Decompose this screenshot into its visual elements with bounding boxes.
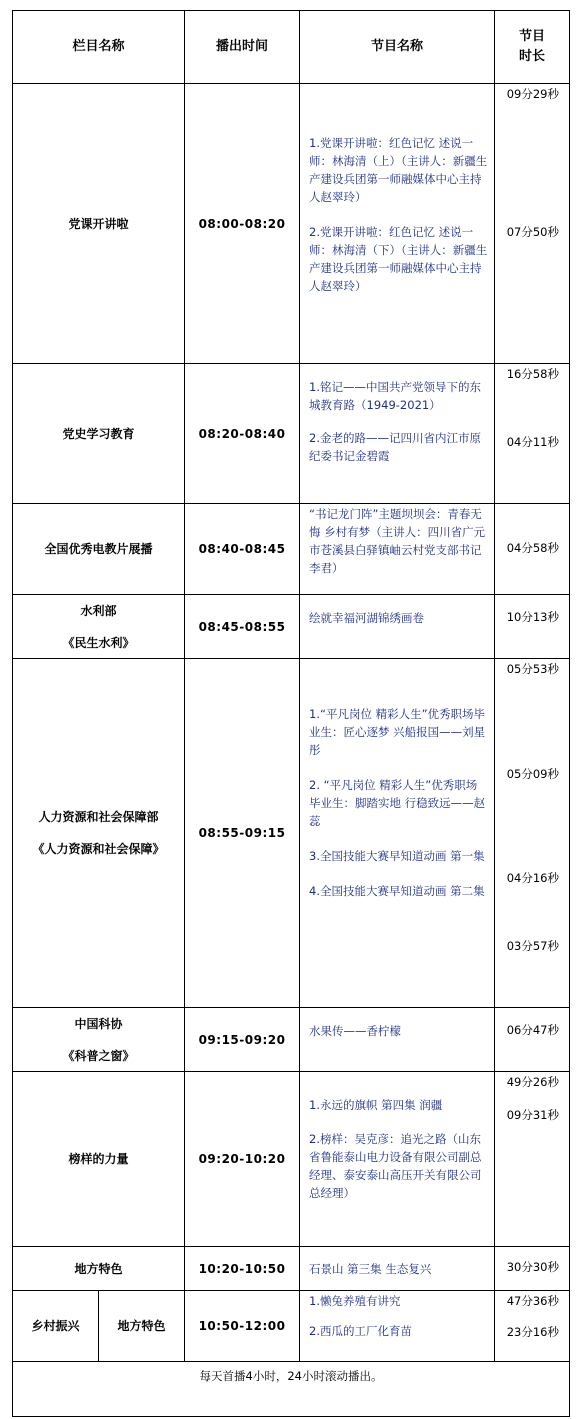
duration-item: 09分29秒 <box>506 87 560 101</box>
program-item: 水果传——香柠檬 <box>309 1024 402 1038</box>
duration-item: 03分57秒 <box>506 939 560 953</box>
duration-cell <box>495 595 570 659</box>
program-item: “书记龙门阵”主题坝坝会：青春无悔 乡村有梦（主讲人：四川省广元市苍溪县白驿镇岫云村党支部书记李君） <box>309 507 486 575</box>
program-cell <box>300 595 495 659</box>
duration-item: 16分58秒 <box>506 367 560 381</box>
program-cell <box>300 84 495 364</box>
program-item: 绘就幸福河湖锦绣画卷 <box>309 611 425 625</box>
program-item: 1.党课开讲啦：红色记忆 述说一师：林海清（上）（主讲人：新疆生产建设兵团第一师融媒体中心主持人赵翠玲） <box>309 136 488 204</box>
program-item: 2.党课开讲啦：红色记忆 述说一师：林海清（下）（主讲人：新疆生产建设兵团第一师融媒体中心主持人赵翠玲） <box>309 225 488 293</box>
duration-item: 23分16秒 <box>506 1325 560 1339</box>
table-row <box>13 659 570 1008</box>
air-time-cell: 08:00-08:20 <box>185 84 300 364</box>
program-cell <box>300 659 495 1008</box>
header-row <box>13 11 570 84</box>
table-row <box>13 504 570 595</box>
schedule-table <box>12 10 570 1417</box>
duration-item: 04分11秒 <box>506 435 560 449</box>
duration-item: 49分26秒 <box>506 1075 560 1089</box>
header-program-name: 节目名称 <box>300 11 495 84</box>
column-name-cell: 乡村振兴 <box>13 1291 99 1362</box>
column-name-cell: 党课开讲啦 <box>13 84 185 364</box>
program-item: 4.全国技能大赛早知道动画 第二集 <box>309 884 485 898</box>
footer-row <box>13 1362 570 1417</box>
program-item: 2.榜样：吴克彦：追光之路（山东省鲁能泰山电力设备有限公司副总经理、泰安泰山高压开关有限公司总经理） <box>309 1132 482 1200</box>
program-cell <box>300 364 495 504</box>
program-cell <box>300 1072 495 1247</box>
duration-cell <box>495 84 570 364</box>
header-column-name: 栏目名称 <box>13 11 185 84</box>
air-time-cell: 09:15-09:20 <box>185 1008 300 1072</box>
table-row <box>13 1247 570 1291</box>
duration-cell <box>495 364 570 504</box>
air-time-cell: 08:45-08:55 <box>185 595 300 659</box>
column-name-cell: 榜样的力量 <box>13 1072 185 1247</box>
column-name-cell: 地方特色 <box>99 1291 185 1362</box>
column-name-cell: 地方特色 <box>13 1247 185 1291</box>
program-item: 2. “平凡岗位 精彩人生”优秀职场毕业生：脚踏实地 行稳致远——赵蕊 <box>309 778 486 828</box>
program-item: 1.永远的旗帜 第四集 润疆 <box>309 1098 443 1112</box>
duration-item: 06分47秒 <box>506 1023 560 1037</box>
table-row <box>13 595 570 659</box>
duration-item: 04分58秒 <box>506 541 560 555</box>
column-name-cell: 党史学习教育 <box>13 364 185 504</box>
program-cell <box>300 1247 495 1291</box>
air-time-cell: 08:20-08:40 <box>185 364 300 504</box>
duration-item: 07分50秒 <box>506 225 560 239</box>
header-air-time: 播出时间 <box>185 11 300 84</box>
table-row <box>13 84 570 364</box>
duration-item: 05分53秒 <box>506 662 560 676</box>
footer-note: 每天首播4小时，24小时滚动播出。 <box>13 1362 570 1417</box>
air-time-cell: 08:40-08:45 <box>185 504 300 595</box>
table-row <box>13 1008 570 1072</box>
program-item: 石景山 第三集 生态复兴 <box>309 1261 432 1276</box>
duration-cell <box>495 504 570 595</box>
program-item: 2.西瓜的工厂化育苗 <box>309 1324 412 1338</box>
table-row <box>13 1291 570 1362</box>
duration-cell <box>495 1291 570 1362</box>
column-name-cell: 中国科协 《科普之窗》 <box>13 1008 185 1072</box>
column-name-cell: 全国优秀电教片展播 <box>13 504 185 595</box>
duration-item: 47分36秒 <box>506 1294 560 1308</box>
duration-cell <box>495 1072 570 1247</box>
air-time-cell: 08:55-09:15 <box>185 659 300 1008</box>
air-time-cell: 10:50-12:00 <box>185 1291 300 1362</box>
duration-item: 30分30秒 <box>506 1260 560 1274</box>
header-duration: 节目时长 <box>495 11 570 84</box>
program-item: 2.金老的路——记四川省内江市原纪委书记金碧霞 <box>309 431 481 463</box>
program-cell <box>300 1291 495 1362</box>
duration-item: 09分31秒 <box>506 1108 560 1122</box>
air-time-cell: 09:20-10:20 <box>185 1072 300 1247</box>
air-time-cell: 10:20-10:50 <box>185 1247 300 1291</box>
duration-item: 04分16秒 <box>506 871 560 885</box>
program-item: 3.全国技能大赛早知道动画 第一集 <box>309 849 485 863</box>
column-name-cell: 水利部 《民生水利》 <box>13 595 185 659</box>
program-item: 1.懒兔养殖有讲究 <box>309 1294 401 1308</box>
duration-item: 05分09秒 <box>506 767 560 781</box>
table-row <box>13 1072 570 1247</box>
program-cell <box>300 504 495 595</box>
duration-cell <box>495 1008 570 1072</box>
column-name-cell: 人力资源和社会保障部 《人力资源和社会保障》 <box>13 659 185 1008</box>
program-item: 1.铭记——中国共产党领导下的东城教育路（1949-2021） <box>309 380 481 412</box>
program-cell <box>300 1008 495 1072</box>
duration-item: 10分13秒 <box>506 610 560 624</box>
duration-cell <box>495 659 570 1008</box>
duration-cell <box>495 1247 570 1291</box>
program-item: 1.“平凡岗位 精彩人生”优秀职场毕业生：匠心逐梦 兴船报国——刘星彤 <box>309 707 486 757</box>
table-row <box>13 364 570 504</box>
